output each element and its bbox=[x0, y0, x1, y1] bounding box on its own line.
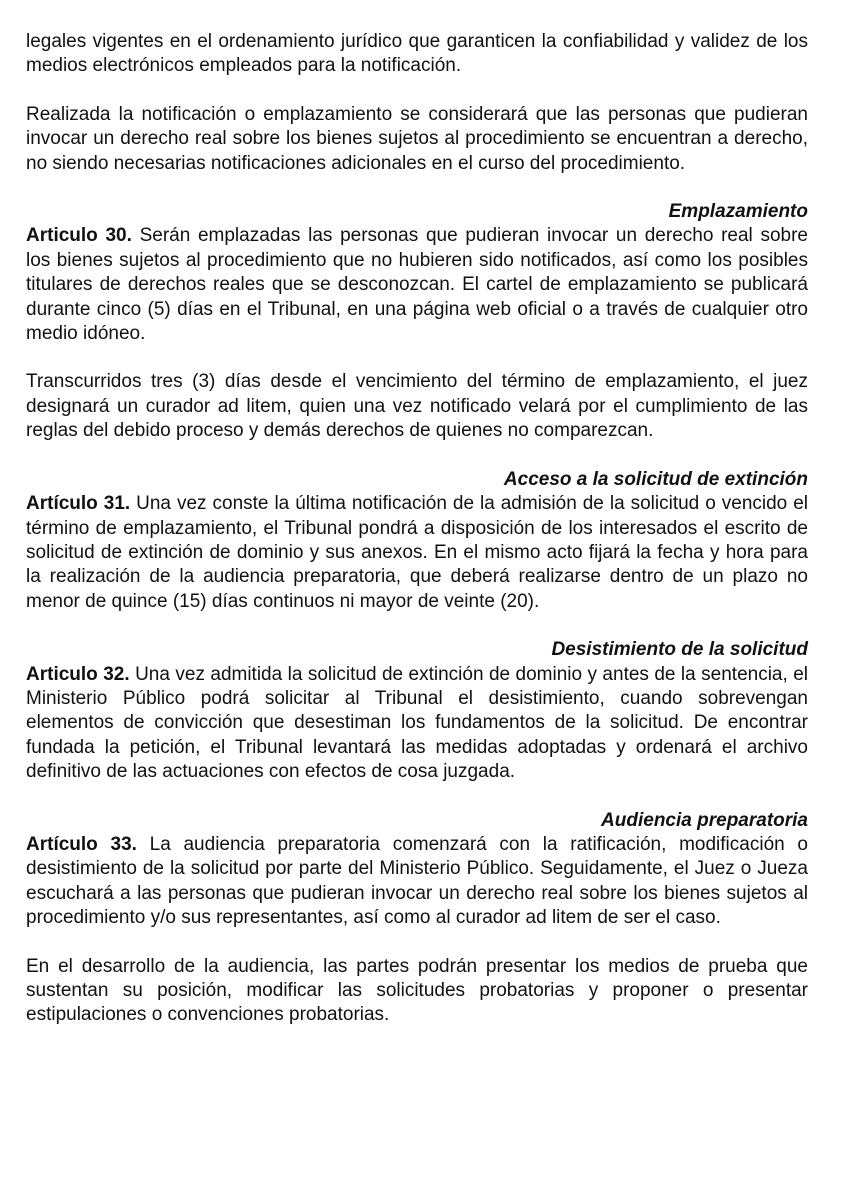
article-33-extra-paragraph: En el desarrollo de la audiencia, las partes podrán presentar los medios de prueba que sustentan su posición, modificar las solicitudes probatorias y proponer o presentar estipulaciones o convenciones probatorias. bbox=[26, 955, 808, 1026]
article-30-extra-paragraph: Transcurridos tres (3) días desde el vencimiento del término de emplazamiento, el juez designará un curador ad litem, quien una vez notificado velará por el cumplimiento de las reglas del debido proceso y demás derechos de quienes no comparezcan. bbox=[26, 371, 808, 442]
article-32-body bbox=[26, 663, 808, 785]
paragraph-notificacion: Realizada la notificación o emplazamiento se considerará que las personas que pudieran invocar un derecho real sobre los bienes sujetos al procedimiento se encuentran a derecho, no siendo necesarias notificaciones adicionales en el curso del procedimiento. bbox=[26, 103, 808, 174]
section-article-30 bbox=[26, 200, 808, 444]
article-32-label: Articulo 32. bbox=[26, 663, 130, 685]
article-30-body bbox=[26, 224, 808, 346]
heading-desistimiento: Desistimiento de la solicitud bbox=[551, 639, 808, 661]
article-33-label: Artículo 33. bbox=[26, 833, 137, 855]
document-page bbox=[26, 30, 808, 1028]
paragraph-intro: legales vigentes en el ordenamiento jurídico que garanticen la confiabilidad y validez de los medios electrónicos empleados para la notificación. bbox=[26, 31, 808, 77]
heading-audiencia-preparatoria: Audiencia preparatoria bbox=[601, 809, 808, 831]
article-33-body bbox=[26, 833, 808, 931]
article-31-text: Una vez conste la última notificación de la admisión de la solicitud o vencido el término de emplazamiento, el Tribunal pondrá a disposición de los interesados el escrito de solicitud de extinción de dominio y sus anexos. En el mismo acto fijará la fecha y hora para la realización de la audiencia preparatoria, que deberá realizarse dentro de un plazo no menor de quince (15) días continuos ni mayor de veinte (20). bbox=[26, 493, 808, 612]
article-31-body bbox=[26, 492, 808, 614]
article-31-label: Artículo 31. bbox=[26, 493, 131, 515]
heading-acceso-solicitud: Acceso a la solicitud de extinción bbox=[503, 468, 808, 490]
article-30-label: Articulo 30. bbox=[26, 225, 132, 247]
article-32-text: Una vez admitida la solicitud de extinción de dominio y antes de la sentencia, el Ministerio Público podrá solicitar al Tribunal el desistimiento, cuando sobrevengan elementos de convicción que desestiman los fundamentos de la solicitud. De encontrar fundada la petición, el Tribunal levantará las medidas adoptadas y ordenará el archivo definitivo de las actuaciones con efectos de cosa juzgada. bbox=[26, 663, 808, 783]
article-33-text: La audiencia preparatoria comenzará con la ratificación, modificación o desistimiento de la solicitud por parte del Ministerio Público. Seguidamente, el Juez o Jueza escuchará a las personas que pudieran invocar un derecho real sobre los bienes sujetos al procedimiento y/o sus representantes, así como al curador ad litem de ser el caso. bbox=[26, 833, 808, 929]
article-30-text: Serán emplazadas las personas que pudieran invocar un derecho real sobre los bienes sujetos al procedimiento que no hubieren sido notificados, así como los posibles titulares de derechos reales que se desconozcan. El cartel de emplazamiento se publicará durante cinco (5) días en el Tribunal, en una página web oficial o a través de cualquier otro medio idóneo. bbox=[26, 225, 808, 345]
section-article-33 bbox=[26, 809, 808, 1028]
section-article-32 bbox=[26, 638, 808, 784]
heading-emplazamiento: Emplazamiento bbox=[668, 201, 808, 223]
section-article-31 bbox=[26, 468, 808, 614]
